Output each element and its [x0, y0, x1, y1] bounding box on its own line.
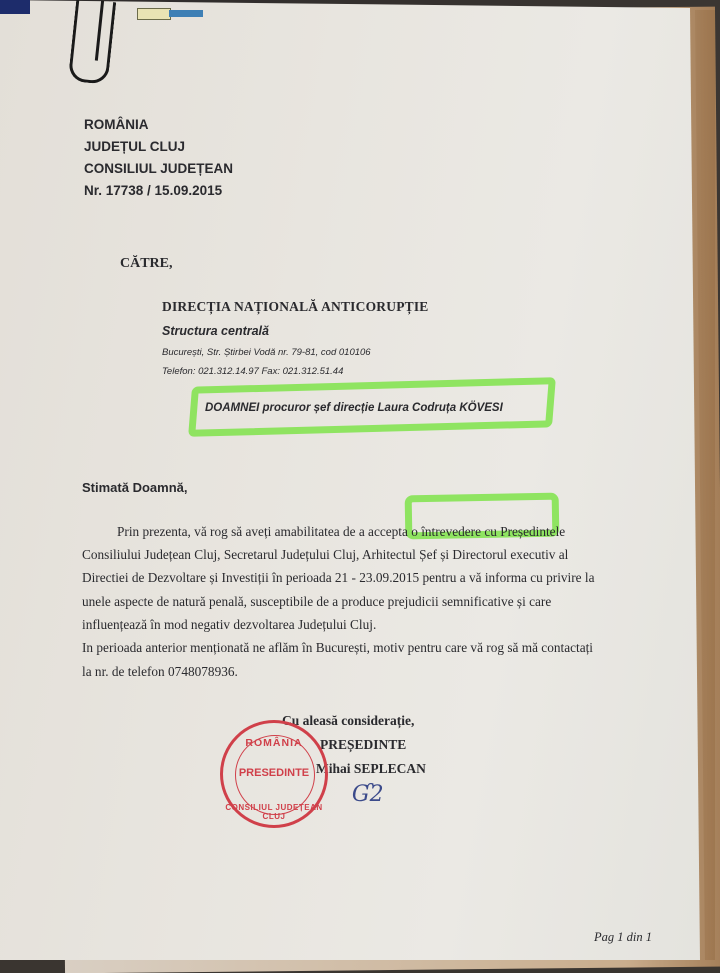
salutation: Stimată Doamnă,: [82, 480, 188, 495]
header-county: JUDEȚUL CLUJ: [84, 139, 186, 154]
institution-contact: Telefon: 021.312.14.97 Fax: 021.312.51.44: [162, 366, 344, 377]
page-number: Pag 1 din 1: [594, 930, 652, 944]
signer-name: Mihai SEPLECAN: [316, 761, 426, 776]
body-line-4: unele aspecte de natură penală, susceptibile de a produce prejudicii semnificative și care: [82, 594, 552, 609]
header-council: CONSILIUL JUDEȚEAN: [84, 161, 234, 176]
closing-regards: Cu aleasă considerație,: [282, 713, 415, 728]
to-label: CĂTRE,: [120, 256, 173, 271]
header-country: ROMÂNIA: [84, 117, 149, 132]
body-line-2: Consiliului Județean Cluj, Secretarul Județului Cluj, Arhitectul Șef și Directorul executiv al: [82, 547, 569, 562]
institution-address: București, Str. Știrbei Vodă nr. 79-81, cod 010106: [162, 347, 371, 358]
institution-department: Structura centrală: [162, 324, 269, 338]
stamp-bottom-text: CONSILIUL JUDEȚEAN CLUJ: [225, 803, 323, 821]
signer-title: PREȘEDINTE: [320, 737, 407, 752]
header-reference-number: Nr. 17738 / 15.09.2015: [84, 183, 223, 198]
body-line-1: Prin prezenta, vă rog să aveți amabilitatea de a accepta o întrevedere cu Președintele: [117, 524, 566, 539]
sticky-flag: [137, 8, 203, 18]
body-line-6: In perioada anterior menționată ne aflăm în București, motiv pentru care vă rog să mă contactați: [82, 640, 593, 655]
recipient-line: DOAMNEI procuror șef direcție Laura Codruța KÖVESI: [205, 402, 503, 414]
body-line-5: influențează în mod negativ dezvoltarea Județului Cluj.: [82, 617, 377, 632]
institution-name: DIRECȚIA NAȚIONALĂ ANTICORUPȚIE: [162, 299, 429, 314]
corner-tab: [0, 0, 30, 14]
stamp-top-text: ROMÂNIA: [245, 737, 303, 749]
body-line-3: Directiei de Dezvoltare și Investiții în perioada 21 - 23.09.2015 pentru a vă informa cu privire la: [82, 570, 595, 585]
official-stamp: [220, 720, 328, 828]
handwritten-signature: Ɠ2: [352, 782, 384, 807]
body-line-7: la nr. de telefon 0748078936.: [82, 664, 238, 679]
stamp-center-text: PRESEDINTE: [238, 767, 310, 779]
